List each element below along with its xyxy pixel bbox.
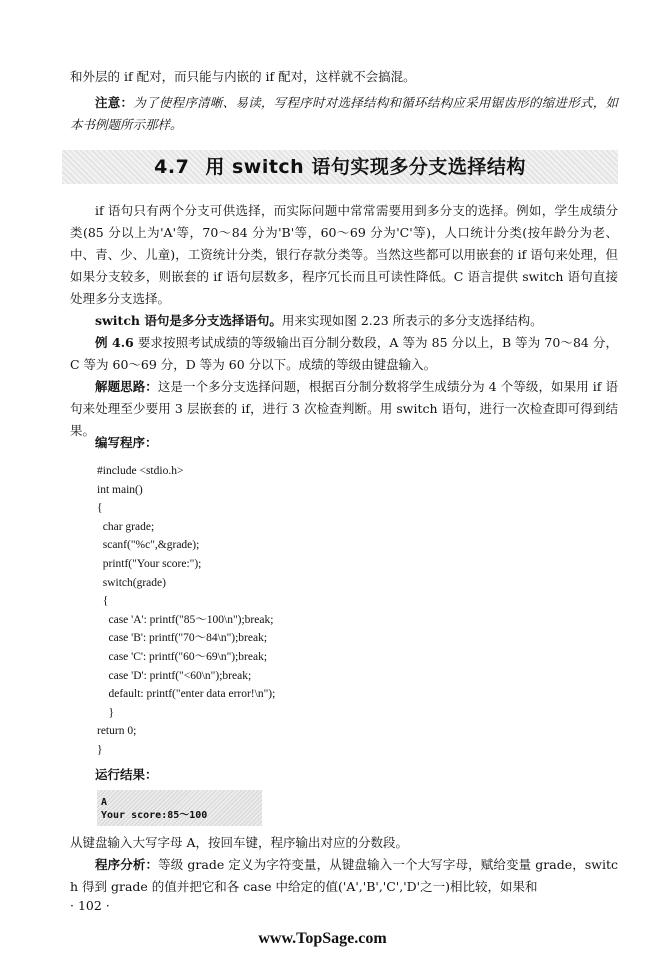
console-input-line: A <box>101 797 108 808</box>
analysis-label: 程序分析： <box>95 857 159 872</box>
code-line: { <box>97 595 109 608</box>
write-program-heading: 编写程序： <box>95 435 158 450</box>
code-line: printf("Your score:"); <box>97 557 202 570</box>
note-text: 为了使程序清晰、易读，写程序时对选择结构和循环结构应采用锯齿形的缩进形式，如本书例题所示那样。 <box>70 95 618 132</box>
section-number: 4.7 <box>154 156 190 178</box>
code-line: default: printf("enter data error!\n"); <box>97 688 276 701</box>
switch-definition <box>70 310 618 332</box>
run-result-heading: 运行结果： <box>95 767 158 782</box>
intro-paragraph: if 语句只有两个分支可供选择，而实际问题中常常需要用到多分支的选择。例如，学生成绩分类(85 分以上为'A'等，70～84 分为'B'等，60～69 分为'C'等)，人口统计分类(按年龄分为老、中、青、少、儿童)，工资统计分类，银行存款分类等。当然这些都可以用嵌套的 if 语句来处理，但如果分支较多，则嵌套的 if 语句层数多，程序冗长而且可读性降低。C 语言提供 switch 语句直接处理多分支选择。 <box>70 203 618 306</box>
analysis-text: 等级 grade 定义为字符变量，从键盘输入一个大写字母，赋给变量 grade，switch 得到 grade 的值并把它和各 case 中给定的值('A','B','C','D'之一)相比较，如果和 <box>70 857 618 894</box>
section-heading <box>62 150 618 184</box>
code-line: #include <stdio.h> <box>97 465 184 477</box>
page-number: · 102 · <box>70 898 110 913</box>
approach-text: 这是一个多分支选择问题，根据百分制分数将学生成绩分为 4 个等级，如果用 if 语句来处理至少要用 3 层嵌套的 if，进行 3 次检查判断。用 switch 语句，进行一次检查即可得到结果。 <box>70 379 618 438</box>
example-text: 要求按照考试成绩的等级输出百分制分数段，A 等为 85 分以上，B 等为 70～84 分，C 等为 60～69 分，D 等为 60 分以下。成绩的等级由键盘输入。 <box>70 335 618 372</box>
note-paragraph <box>70 92 618 136</box>
after-run-text: 从键盘输入大写字母 A，按回车键，程序输出对应的分数段。 <box>70 835 409 850</box>
code-line: } <box>97 706 115 719</box>
section-title: 用 switch 语句实现多分支选择结构 <box>205 156 526 178</box>
console-output <box>97 790 262 826</box>
code-line: { <box>97 502 103 515</box>
code-line: case 'D': printf("<60\n");break; <box>97 669 252 682</box>
code-line: char grade; <box>97 520 155 533</box>
code-line: case 'A': printf("85～100\n");break; <box>97 613 274 626</box>
code-line: scanf("%c",&grade); <box>97 539 200 552</box>
code-line: } <box>97 743 103 756</box>
code-listing <box>97 462 577 760</box>
analysis-paragraph <box>70 854 618 898</box>
code-line: case 'C': printf("60～69\n");break; <box>97 650 268 663</box>
note-label: 注意： <box>95 95 134 110</box>
switch-definition-text: 用来实现如图 2.23 所表示的多分支选择结构。 <box>281 313 543 328</box>
example-paragraph <box>70 332 618 376</box>
console-output-line: Your score:85～100 <box>101 810 208 821</box>
code-line: int main() <box>97 483 143 496</box>
approach-label: 解题思路： <box>95 379 158 394</box>
example-label: 例 4.6 <box>95 335 134 350</box>
code-line: return 0; <box>97 725 137 738</box>
code-line: switch(grade) <box>97 576 166 589</box>
intro-line: 和外层的 if 配对，而只能与内嵌的 if 配对，这样就不会搞混。 <box>70 69 416 84</box>
footer-url: www.TopSage.com <box>258 930 387 947</box>
code-line: case 'B': printf("70～84\n");break; <box>97 632 268 645</box>
switch-definition-bold: switch 语句是多分支选择语句。 <box>95 313 282 328</box>
